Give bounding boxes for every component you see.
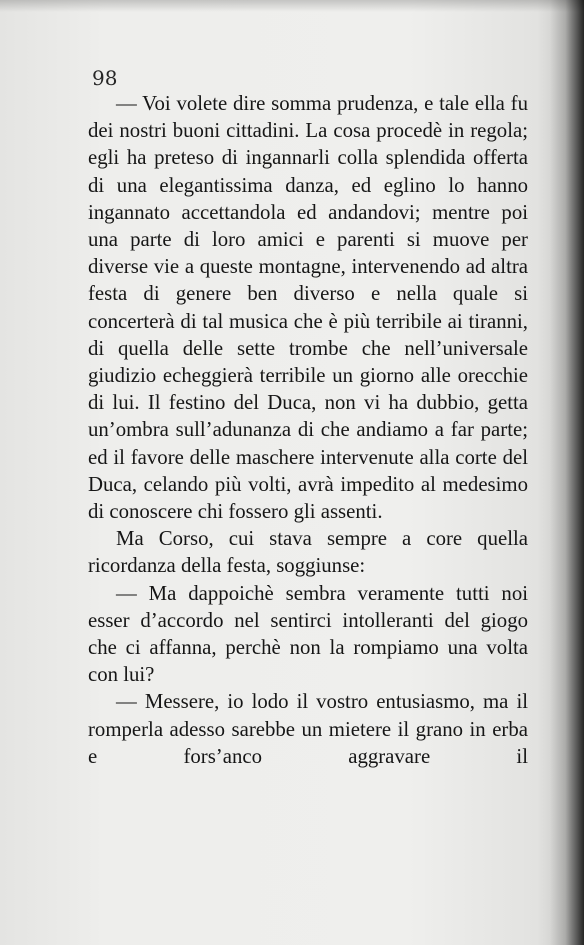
paragraph-1: — Voi volete dire somma prudenza, e tale ella fu dei nostri buoni cittadini. La cosa procedè in regola; egli ha preteso di ingannarli colla splendida offerta di una elegantissima danza, ed eglino lo hanno ingannato accettandola ed andandovi; mentre poi una parte di loro amici e parenti si muove per diverse vie a queste montagne, intervenendo ad altra festa di genere ben diverso e nella quale si concerterà di tal musica che è più terribile ai tiranni, di quella delle sette trombe che nell’universale giudizio echeggierà terribile un giorno alle orecchie di lui. Il festino del Duca, non vi ha dubbio, getta un’ombra sull’adunanza di che andiamo a far parte; ed il favore delle maschere intervenute alla corte del Duca, celando più volti, avrà impedito al medesimo di conoscere chi fossero gli assenti. — [88, 92, 528, 524]
page-number: 98 — [92, 66, 118, 90]
body-text — [88, 90, 528, 770]
book-spine-shadow — [550, 0, 584, 945]
paragraph-4: — Messere, io lodo il vostro entusiasmo, ma il romperla adesso sarebbe un mietere il grano in erba e fors’anco aggravare il — [88, 690, 528, 768]
paragraph-2: Ma Corso, cui stava sempre a core quella ricordanza della festa, soggiunse: — [88, 527, 528, 578]
paragraph-3: — Ma dappoichè sembra veramente tutti noi esser d’accordo nel sentirci intolleranti del giogo che ci affanna, perchè non la rompiamo una volta con lui? — [88, 581, 528, 687]
page-top-shadow — [0, 0, 584, 12]
